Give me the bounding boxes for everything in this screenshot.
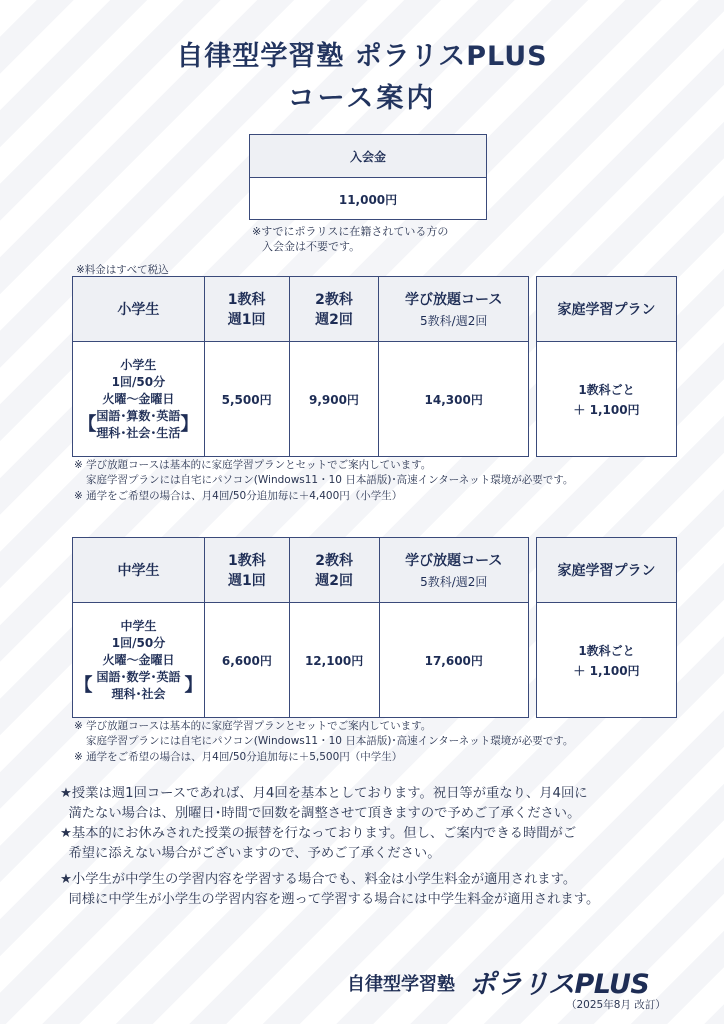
junior-header-2subjects: 2教科 週2回: [289, 538, 379, 603]
junior-header-unlimited: 学び放題コース 5教科/週2回: [379, 538, 529, 603]
bullet-note-1-line-1: ★授業は週1回コースであれば、月4回を基本としております。祝日等が重なり、月4回に: [60, 786, 588, 801]
junior-price-1subject: 6,600円: [204, 603, 289, 718]
junior-home-plan-table: [536, 537, 677, 718]
elementary-price-unlimited: 14,300円: [379, 342, 529, 457]
elementary-note-3: ※ 通学をご希望の場合は、月4回/50分追加毎に＋4,400円（小学生）: [74, 490, 403, 502]
entrance-fee-header: 入会金: [250, 135, 486, 178]
junior-note-1: ※ 学び放題コースは基本的に家庭学習プランとセットでご案内しています。: [74, 720, 432, 732]
elementary-header-1subject: 1教科 週1回: [204, 277, 289, 342]
elementary-home-plan-price: 1教科ごと ＋ 1,100円: [537, 342, 677, 457]
elementary-header-unlimited: 学び放題コース 5教科/週2回: [379, 277, 529, 342]
junior-note-2: 家庭学習プランには自宅にパソコン(Windows11・10 日本語版)･高速インターネット環境が必要です。: [86, 735, 574, 747]
footer-brand-logo: ポラリスPLUS: [469, 969, 650, 1000]
elementary-price-2subjects: 9,900円: [289, 342, 379, 457]
junior-note-3: ※ 通学をご希望の場合は、月4回/50分追加毎に＋5,500円（中学生）: [74, 751, 403, 763]
page-title: 自律型学習塾 ポラリスPLUS: [176, 41, 548, 72]
subjects-list: 国語･算数･英語 理科･社会･生活: [96, 408, 181, 440]
elementary-price-1subject: 5,500円: [204, 342, 289, 457]
left-bracket: 【: [78, 414, 97, 435]
junior-price-table: [72, 537, 529, 718]
entrance-fee-value: 11,000円: [338, 192, 398, 207]
junior-price-unlimited: 17,600円: [379, 603, 529, 718]
junior-course-description: 中学生 1回/50分 火曜～金曜日 【 国語･数学･英語 理科･社会 】: [73, 603, 205, 718]
elementary-header-grade: 小学生: [73, 277, 205, 342]
elementary-course-description: 小学生 1回/50分 火曜～金曜日 【 国語･算数･英語 理科･社会･生活 】: [73, 342, 205, 457]
bullet-note-3-line-1: ★小学生が中学生の学習内容を学習する場合でも、料金は小学生料金が適用されます。: [60, 872, 577, 887]
page-subtitle: コース案内: [287, 83, 437, 114]
elementary-header-2subjects: 2教科 週2回: [289, 277, 379, 342]
bullet-note-1-line-2: 満たない場合は、別曜日･時間で回数を調整させて頂きますので予めご了承ください。: [60, 806, 581, 821]
junior-home-plan-price: 1教科ごと ＋ 1,100円: [537, 603, 677, 718]
tax-note: ※料金はすべて税込: [76, 264, 169, 276]
entrance-fee-note-2: 入会金は不要です。: [262, 240, 361, 253]
elementary-note-2: 家庭学習プランには自宅にパソコン(Windows11・10 日本語版)･高速インターネット環境が必要です。: [86, 474, 574, 486]
subjects-list: 国語･数学･英語 理科･社会: [96, 669, 181, 701]
elementary-price-table: [72, 276, 529, 457]
footer-revision-date: （2025年8月 改訂）: [566, 999, 666, 1011]
left-bracket: 【: [74, 675, 93, 696]
elementary-home-plan-header: 家庭学習プラン: [537, 277, 677, 342]
junior-price-2subjects: 12,100円: [289, 603, 379, 718]
junior-header-grade: 中学生: [73, 538, 205, 603]
bullet-note-2-line-2: 希望に添えない場合がございますので、予めご了承ください。: [60, 846, 441, 861]
bullet-note-3-line-2: 同様に中学生が小学生の学習内容を遡って学習する場合には中学生料金が適用されます。: [60, 892, 600, 907]
footer-brand-small: 自律型学習塾: [347, 974, 455, 995]
junior-header-1subject: 1教科 週1回: [204, 538, 289, 603]
right-bracket: 】: [180, 414, 199, 435]
entrance-fee-table: [249, 134, 487, 220]
bullet-note-2-line-1: ★基本的にお休みされた授業の振替を行なっております。但し、ご案内できる時間がご: [60, 826, 577, 841]
junior-home-plan-header: 家庭学習プラン: [537, 538, 677, 603]
elementary-home-plan-table: [536, 276, 677, 457]
elementary-note-1: ※ 学び放題コースは基本的に家庭学習プランとセットでご案内しています。: [74, 459, 432, 471]
right-bracket: 】: [184, 675, 203, 696]
entrance-fee-note-1: ※すでにポラリスに在籍されている方の: [252, 225, 449, 238]
